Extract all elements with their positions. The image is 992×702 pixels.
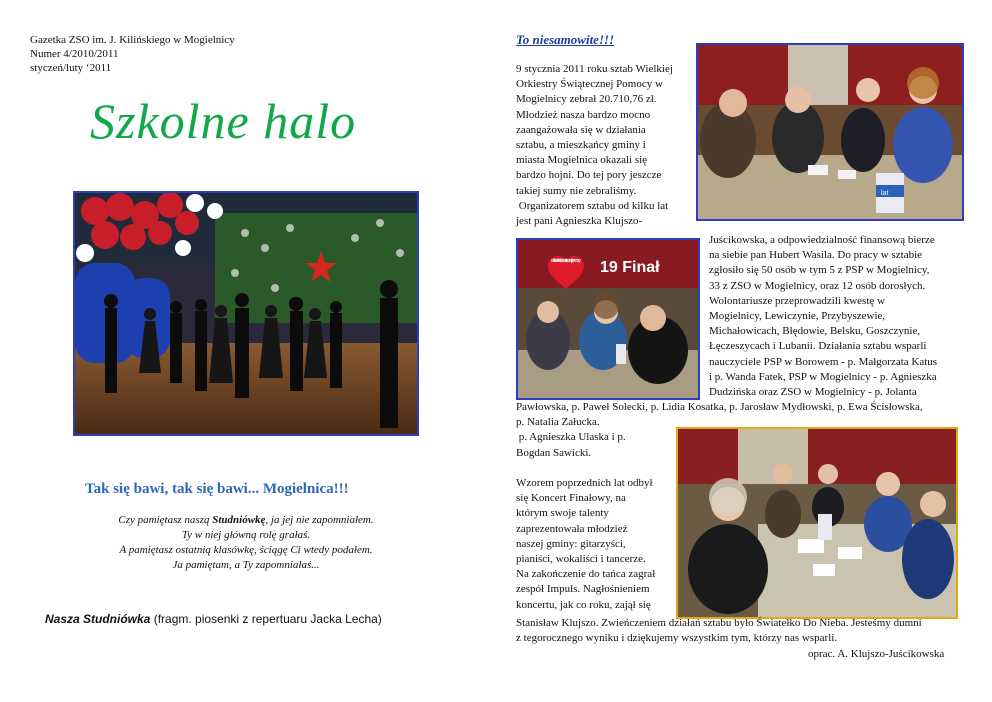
text-line: naszej gminy: gitarzyści,: [516, 537, 626, 550]
text-line: Łęczeszycach i Lubanii. Działania sztabu wsparli: [709, 340, 927, 353]
wosp-final-image: [518, 240, 698, 398]
text-line: Na zakończenie do tańca zagrał: [516, 568, 656, 581]
wosp-final-photo: [516, 238, 700, 400]
poem-line-1: [96, 513, 396, 528]
text-line: i p. Wanda Fatek, PSP w Mogielnicy - p. Agnieszka: [709, 370, 937, 383]
text-line: zgłosiło się 50 osób w tym 5 z PSP w Mogielnicy,: [709, 264, 930, 277]
text-line: którym swoje talenty: [516, 507, 609, 520]
article-paragraph-4: [516, 476, 676, 613]
text-line: Dudzińska oraz ZSO w Mogielnicy - p. Jolanta: [709, 386, 917, 399]
poem-line-2: Ty w niej główną rolę grałaś.: [181, 529, 311, 541]
text-line: Mogielnicy zebrał 20.710,76 zł.: [516, 93, 657, 106]
text-line: bardzo hojni. Do tej pory jeszcze: [516, 169, 662, 182]
article-signature: oprac. A. Klujszo-Juścikowska: [808, 648, 945, 660]
text-line: Wzorem poprzednich lat odbył: [516, 477, 653, 489]
poem-line-1-start: Czy pamiętasz naszą: [118, 514, 213, 526]
poem-line-3: A pamiętasz ostatnią klasówkę, ściągę Ci wtedy podałem.: [119, 544, 373, 556]
text-line: zespół Impuls. Nagłośnieniem: [516, 583, 650, 596]
counting-team-photo: [676, 427, 958, 619]
text-line: Juścikowska, a odpowiedzialność finansową bierze: [709, 234, 935, 246]
publication-name: Gazetka ZSO im. J. Kilińskiego w Mogielnicy: [30, 34, 235, 46]
text-line: Stanisław Klujszo. Zwieńczeniem działań sztabu było Światełko Do Nieba. Jesteśmy dumni: [516, 617, 922, 629]
text-line: się Koncert Finałowy, na: [516, 492, 626, 505]
text-line: na siebie pan Hubert Wasila. Do pracy w sztabie: [709, 249, 923, 262]
text-line: Organizatorem sztabu od kilku lat: [516, 199, 669, 212]
text-line: sztabu, a mieszkańcy gminy i: [516, 139, 646, 152]
text-line: Wolontariusze przeprowadzili kwestę w: [709, 294, 885, 307]
text-line: zaangażowała się w działania: [516, 123, 646, 136]
newspaper-title: Szkolne halo: [90, 93, 357, 149]
photo-caption: Tak się bawi, tak się bawi... Mogielnica!!!: [85, 481, 349, 497]
volunteers-counting-photo: [696, 43, 964, 221]
song-note: (fragm. piosenki z repertuaru Jacka Lecha): [150, 612, 382, 626]
article-paragraph-1: [516, 62, 694, 229]
issue-number: Numer 4/2010/2011: [30, 48, 119, 60]
song-title: Nasza Studniówka: [45, 612, 151, 626]
poem-line-1-bold: Studniówkę: [212, 514, 266, 526]
article-paragraph-2: [709, 233, 969, 400]
text-line: pianiści, wokaliści i tancerze.: [516, 553, 646, 566]
poem-line-4: Ja pamiętam, a Ty zapomniałaś...: [172, 559, 320, 571]
text-line: Orkiestry Świątecznej Pomocy w: [516, 78, 663, 91]
issue-date: styczeń/luty ‘2011: [30, 62, 112, 74]
text-line: 9 stycznia 2011 roku sztab Wielkiej: [516, 63, 673, 75]
text-line: zaprezentowała młodzież: [516, 522, 628, 535]
article-title: To niesamowite!!!: [516, 32, 615, 47]
milk-carton-label: lat: [881, 190, 889, 197]
text-line: jest pani Agnieszka Klujszo-: [516, 215, 643, 228]
text-line: Mogielnicy, Lewiczynie, Przybyszewie,: [709, 310, 886, 323]
text-line: p. Agnieszka Ulaska i p.: [516, 431, 626, 444]
song-credit: [45, 612, 382, 626]
text-line: Młodzież nasza bardzo mocno: [516, 108, 651, 121]
text-line: 33 z ZSO w Mogielnicy, oraz 12 osób dorosłych.: [709, 279, 926, 292]
text-line: nauczyciele PSP w Borowem - p. Małgorzata Katus: [709, 355, 938, 368]
text-line: z tegorocznego wyniku i dziękujemy wszystkim tym, którzy nas wsparli.: [516, 632, 838, 645]
poem-line-1-end: , ja jej nie zapomniałem.: [265, 514, 374, 526]
prom-photo-image: [75, 193, 417, 434]
text-line: p. Natalia Załucka.: [516, 416, 600, 429]
wosp-heart-text: wielka orkiestra świątecznej pomocy: [551, 258, 581, 264]
prom-photo: [73, 191, 419, 436]
text-line: takiej sumy nie zebraliśmy.: [516, 184, 637, 197]
counting-team-image: [678, 429, 956, 617]
masthead-info: [30, 33, 235, 75]
text-line: miasta Mogielnica okazali się: [516, 154, 648, 167]
article-closing: [516, 616, 976, 646]
volunteers-counting-image: [698, 45, 962, 219]
text-line: Michałowicach, Błędowie, Belsku, Goszczynie,: [709, 325, 921, 338]
final-number-text: 19 Finał: [600, 259, 660, 276]
text-line: Bogdan Sawicki.: [516, 446, 592, 459]
text-line: koncertu, jak co roku, zajął się: [516, 598, 651, 611]
poem: [96, 513, 396, 573]
text-line: Pawłowska, p. Paweł Solecki, p. Lidia Kosatka, p. Jarosław Mydłowski, p. Ewa Ścisłowska,: [516, 401, 923, 413]
